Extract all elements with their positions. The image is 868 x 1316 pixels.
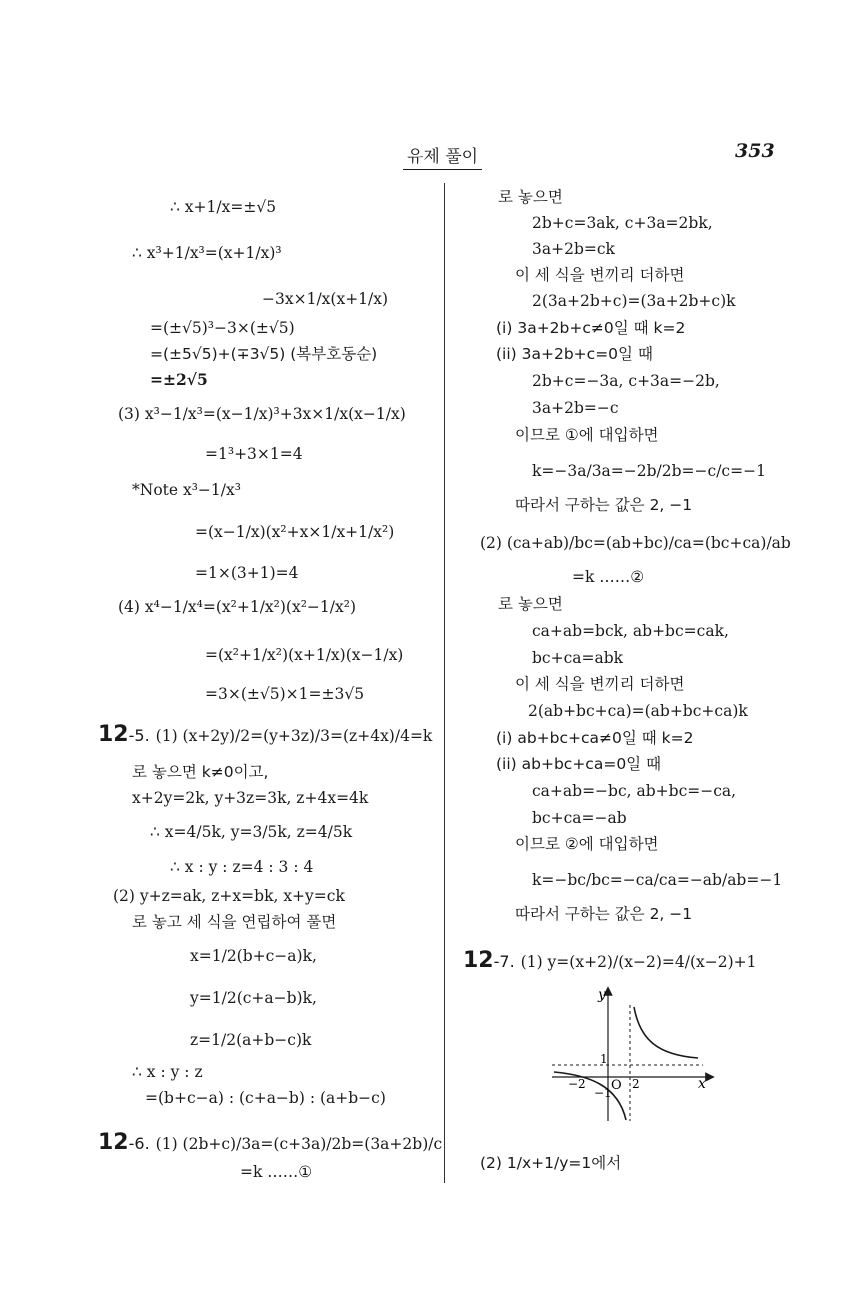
hyperbola-graph [548,985,718,1125]
left_lines-line: =1×(3+1)=4 [195,564,299,582]
right_lines-line: 이므로 ①에 대입하면 [515,426,659,444]
left_lines-line: −3x×1/x(x+1/x) [262,290,389,308]
y-axis-label: y [598,987,606,1003]
left_lines-line: =(b+c−a) : (c+a−b) : (a+b−c) [145,1089,386,1107]
left_lines-line: 로 놓고 세 식을 연립하여 풀면 [132,913,337,931]
right_lines-line: 이 세 식을 변끼리 더하면 [515,675,685,693]
tick-1: 1 [600,1052,608,1066]
right_lines-line: 이므로 ②에 대입하면 [515,835,659,853]
page-title: 유제 풀이 [403,142,482,170]
left_lines-line: ∴ x+1/x=±√5 [170,198,277,216]
problem-number: 12 [98,722,129,747]
right_lines-line: (i) ab+bc+ca≠0일 때 k=2 [496,729,694,747]
right_lines-line: k=−bc/bc=−ca/ca=−ab/ab=−1 [532,871,783,889]
left_lines-line: x+2y=2k, y+3z=3k, z+4x=4k [132,789,369,807]
right_lines-line: 따라서 구하는 값은 2, −1 [515,905,693,923]
left_lines-line: ∴ x³+1/x³=(x+1/x)³ [132,244,282,262]
problem-expression: (1) y=(x+2)/(x−2)=4/(x−2)+1 [520,953,757,971]
left_lines-line: =3×(±√5)×1=±3√5 [205,685,365,703]
right_lines-line: (i) 3a+2b+c≠0일 때 k=2 [496,319,686,337]
right_lines-line: 3a+2b=−c [532,399,619,417]
left_lines-line: ∴ x : y : z [132,1063,203,1081]
left_lines-line: =(±√5)³−3×(±√5) [150,319,295,337]
right_lines-line: =k ……② [572,568,645,586]
page-number: 353 [735,140,775,162]
right_lines-line: ca+ab=−bc, ab+bc=−ca, [532,782,737,800]
right_lines-line: 따라서 구하는 값은 2, −1 [515,496,693,514]
right_lines-line: ca+ab=bck, ab+bc=cak, [532,622,729,640]
problem-expression: (1) (2b+c)/3a=(c+3a)/2b=(3a+2b)/c [155,1135,443,1153]
left_lines-line: =k ……① [240,1163,313,1181]
left_lines-line: ∴ x=4/5k, y=3/5k, z=4/5k [150,823,353,841]
left_lines-line: =(x²+1/x²)(x+1/x)(x−1/x) [205,646,404,664]
problem-subnumber: -7. [493,952,515,971]
right_lines-line: 3a+2b=ck [532,240,615,258]
right_lines-line: (2) 1/x+1/y=1에서 [480,1154,622,1172]
problem-header [98,1130,442,1155]
left_lines-line: (4) x⁴−1/x⁴=(x²+1/x²)(x²−1/x²) [118,598,357,616]
tick-neg1: −1 [594,1086,612,1100]
left_lines-line: =±2√5 [150,370,208,389]
right_lines-line: bc+ca=−ab [532,809,627,827]
tick-neg2: −2 [568,1077,586,1091]
right_lines-line: 이 세 식을 변끼리 더하면 [515,266,685,284]
problem-header [98,722,432,747]
left_lines-line: =(±5√5)+(∓3√5) (복부호동순) [150,345,378,363]
problem-header [463,948,757,973]
left_lines-line: =(x−1/x)(x²+x×1/x+1/x²) [195,523,395,541]
column-divider [444,183,445,1183]
right_lines-line: 2b+c=−3a, c+3a=−2b, [532,372,720,390]
problem-expression: (1) (x+2y)/2=(y+3z)/3=(z+4x)/4=k [155,727,433,745]
right_lines-line: (ii) 3a+2b+c=0일 때 [496,345,653,363]
right_lines-line: k=−3a/3a=−2b/2b=−c/c=−1 [532,462,766,480]
problem-subnumber: -5. [128,726,150,745]
x-axis-label: x [698,1076,706,1092]
left_lines-line: 로 놓으면 k≠0이고, [132,763,269,781]
right_lines-line: 2b+c=3ak, c+3a=2bk, [532,214,713,232]
problem-number: 12 [463,948,494,973]
left_lines-line: z=1/2(a+b−c)k [190,1031,312,1049]
left_lines-line: =1³+3×1=4 [205,445,303,463]
right_lines-line: 2(ab+bc+ca)=(ab+bc+ca)k [528,702,748,720]
left_lines-line: ∴ x : y : z=4 : 3 : 4 [170,858,314,876]
right_lines-line: bc+ca=abk [532,649,624,667]
right_lines-line: 로 놓으면 [498,595,563,613]
left_lines-line: y=1/2(c+a−b)k, [190,989,317,1007]
left_lines-line: (2) y+z=ak, z+x=bk, x+y=ck [113,887,345,905]
right_lines-line: (ii) ab+bc+ca=0일 때 [496,755,662,773]
left_lines-line: *Note x³−1/x³ [132,481,241,499]
left_lines-line: x=1/2(b+c−a)k, [190,947,317,965]
right_lines-line: 2(3a+2b+c)=(3a+2b+c)k [532,292,736,310]
problem-subnumber: -6. [128,1134,150,1153]
problem-number: 12 [98,1130,129,1155]
curve-right-branch [634,1007,698,1058]
right_lines-line: (2) (ca+ab)/bc=(ab+bc)/ca=(bc+ca)/ab [480,534,791,552]
right_lines-line: 로 놓으면 [498,188,563,206]
origin-label: O [611,1078,622,1093]
left_lines-line: (3) x³−1/x³=(x−1/x)³+3x×1/x(x−1/x) [118,405,406,423]
tick-2: 2 [632,1077,640,1091]
